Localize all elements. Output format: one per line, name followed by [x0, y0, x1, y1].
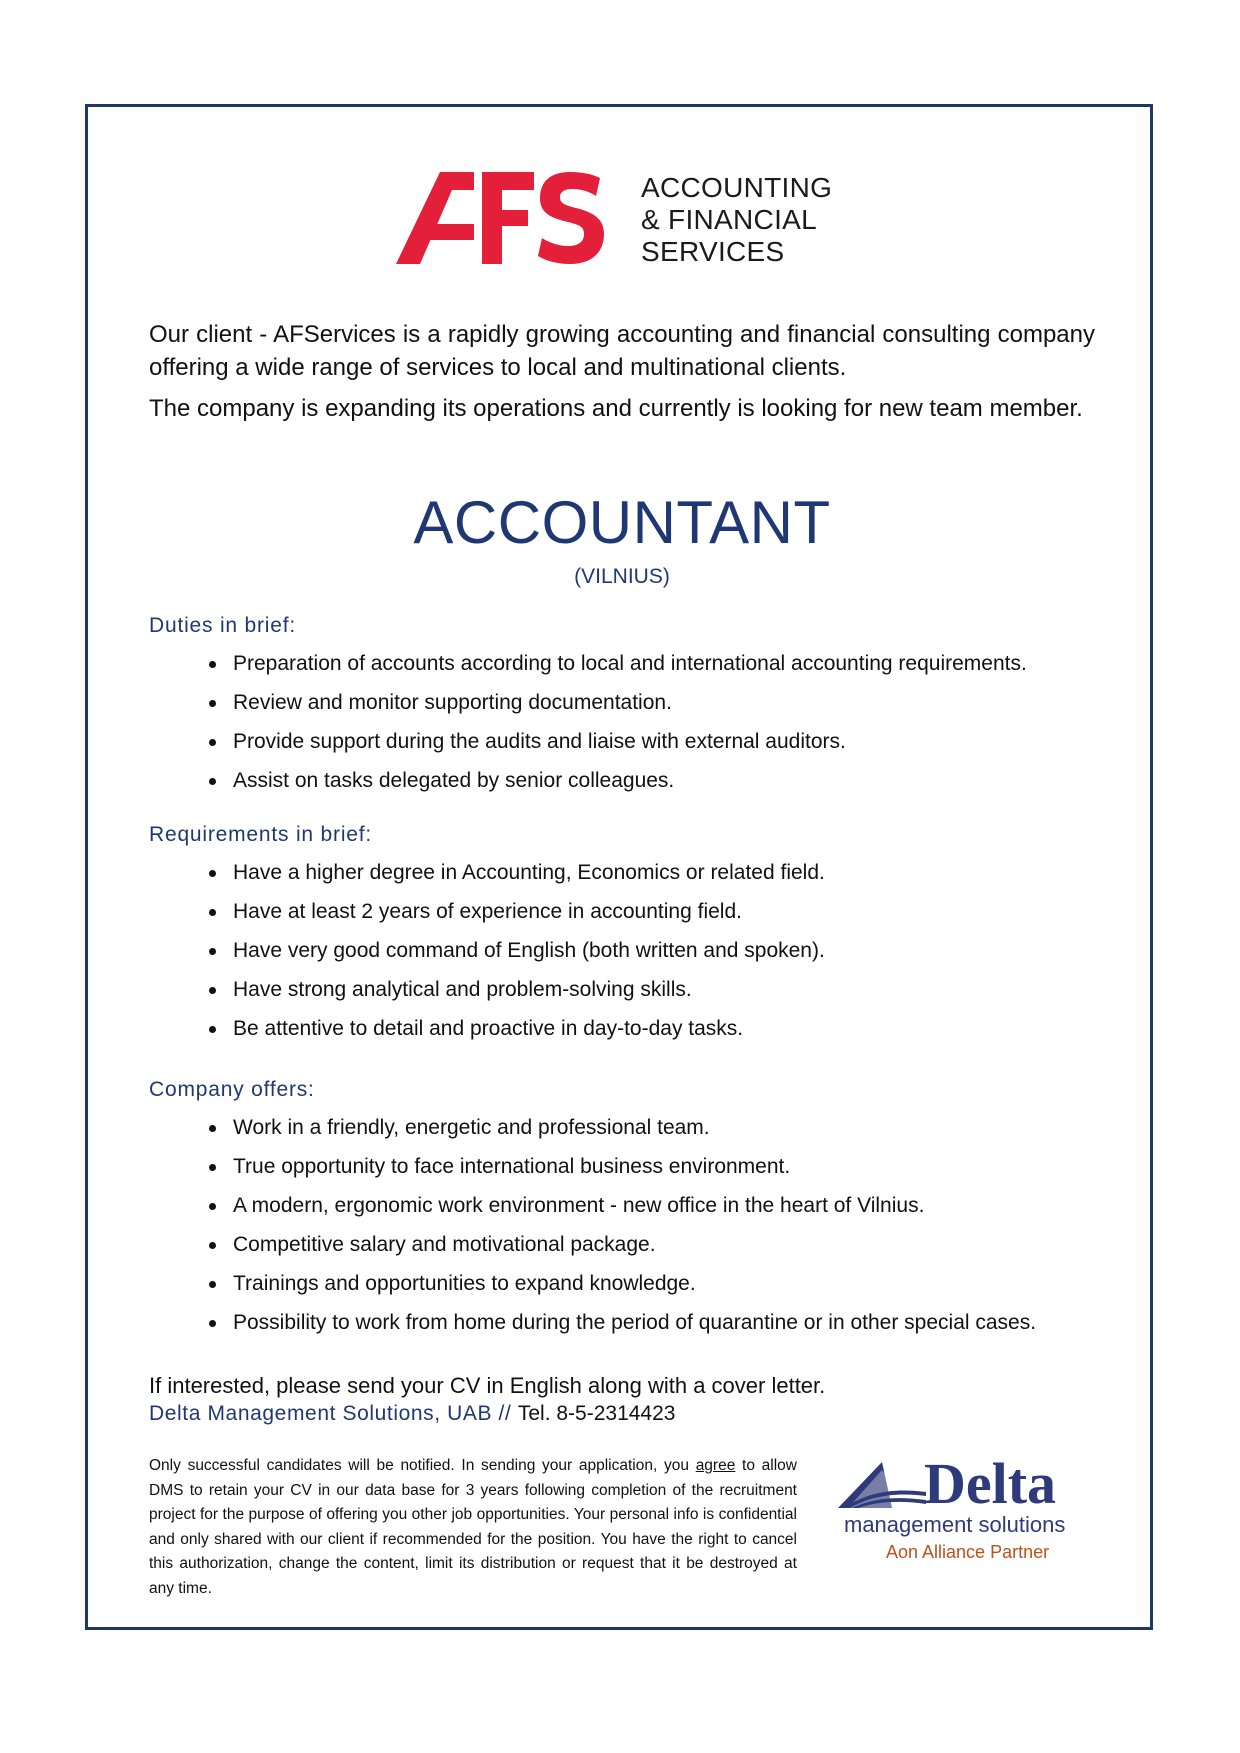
list-item: Have very good command of English (both written and spoken).	[209, 931, 825, 970]
disclaimer-text-end: to allow DMS to retain your CV in our data base for 3 years following completion of the recruitment project for the purpose of offering you other job opportunities. Your personal info is confidential and only shared with our client if recommended for the position. You have the right to cancel this authorization, change the content, limit its distribution or request that it be destroyed at any time.	[149, 1457, 797, 1597]
delta-triangle-icon	[838, 1462, 928, 1512]
delta-logo-word: Delta	[924, 1451, 1057, 1516]
duties-heading: Duties in brief:	[149, 614, 297, 637]
contact-line	[149, 1402, 675, 1426]
list-item: Trainings and opportunities to expand knowledge.	[209, 1264, 1036, 1303]
job-title: ACCOUNTANT	[413, 489, 831, 556]
list-item: Have strong analytical and problem-solving skills.	[209, 970, 825, 1009]
intro-paragraph-1: Our client - AFServices is a rapidly growing accounting and financial consulting company offering a wide range of services to local and multinational clients.	[149, 321, 1095, 381]
agree-link[interactable]: agree	[695, 1457, 736, 1474]
offers-list	[209, 1108, 1036, 1342]
afs-logo	[396, 172, 856, 268]
intro-text	[149, 318, 1095, 433]
list-item: Review and monitor supporting documentation.	[209, 683, 1027, 722]
delta-logo-subtitle: management solutions	[844, 1512, 1066, 1537]
list-item: A modern, ergonomic work environment - new office in the heart of Vilnius.	[209, 1186, 1036, 1225]
list-item: Have at least 2 years of experience in accounting field.	[209, 892, 825, 931]
afs-logo-line-2: & FINANCIAL	[641, 204, 818, 235]
job-location: (VILNIUS)	[574, 565, 670, 588]
list-item: Provide support during the audits and liaise with external auditors.	[209, 722, 1027, 761]
privacy-disclaimer	[149, 1454, 797, 1601]
duties-list	[209, 644, 1027, 800]
contact-company: Delta Management Solutions, UAB //	[149, 1402, 512, 1425]
apply-instructions: If interested, please send your CV in English along with a cover letter.	[149, 1373, 826, 1398]
afs-logo-text	[641, 172, 832, 268]
list-item: Possibility to work from home during the period of quarantine or in other special cases.	[209, 1303, 1036, 1342]
list-item: True opportunity to face international business environment.	[209, 1147, 1036, 1186]
disclaimer-text-start: Only successful candidates will be notified. In sending your application, you	[149, 1457, 696, 1474]
requirements-list	[209, 853, 825, 1048]
list-item: Have a higher degree in Accounting, Economics or related field.	[209, 853, 825, 892]
requirements-heading: Requirements in brief:	[149, 823, 373, 846]
afs-logo-line-3: SERVICES	[641, 236, 785, 267]
list-item: Competitive salary and motivational package.	[209, 1225, 1036, 1264]
delta-logo-partner: Aon Alliance Partner	[886, 1542, 1050, 1562]
intro-paragraph-2: The company is expanding its operations and currently is looking for new team member.	[149, 395, 1083, 422]
list-item: Work in a friendly, energetic and professional team.	[209, 1108, 1036, 1147]
afs-logo-mark-icon	[396, 172, 606, 264]
list-item: Preparation of accounts according to local and international accounting requirements.	[209, 644, 1027, 683]
list-item: Assist on tasks delegated by senior colleagues.	[209, 761, 1027, 800]
contact-phone[interactable]: Tel. 8-5-2314423	[517, 1402, 676, 1425]
offers-heading: Company offers:	[149, 1078, 315, 1101]
afs-logo-line-1: ACCOUNTING	[641, 172, 833, 203]
list-item: Be attentive to detail and proactive in day-to-day tasks.	[209, 1009, 825, 1048]
delta-logo	[838, 1451, 1108, 1568]
